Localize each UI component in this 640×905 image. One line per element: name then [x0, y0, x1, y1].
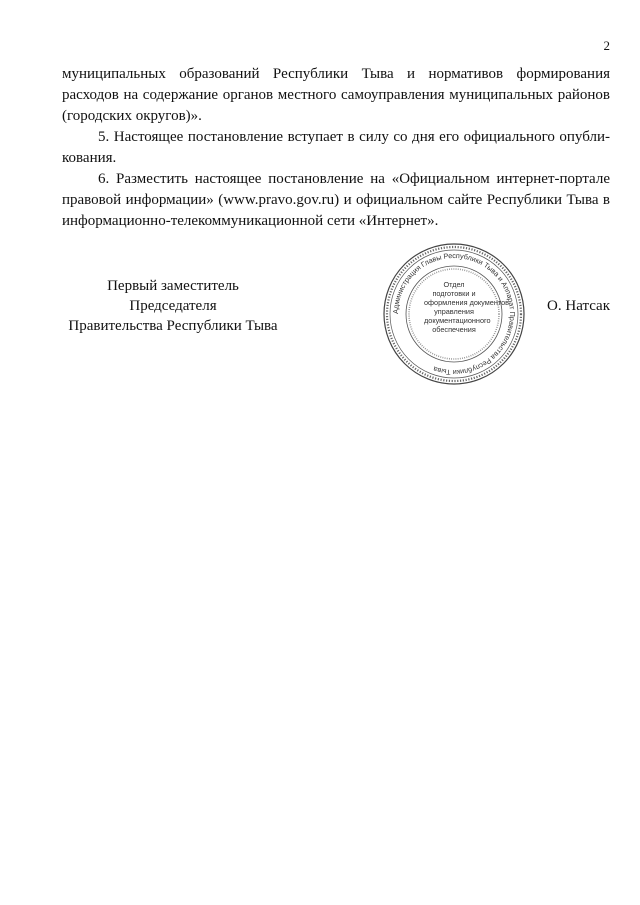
- body-paragraph-2: 5. Настоящее постановление вступает в силу со дня его официального опубли-кования.: [62, 129, 610, 166]
- signature-block: [62, 250, 610, 378]
- seal-inner-line-5: документационного: [424, 316, 491, 325]
- seal-inner-line-2: подготовки и: [432, 289, 476, 298]
- seal-inner-line-4: управления: [434, 307, 474, 316]
- seal-outer-text: Администрация Главы Республики Тыва и Аппарат Правительства Республики Тыва: [390, 250, 518, 378]
- seal-inner-text: [424, 280, 510, 334]
- seal-inner-line-6: обеспечения: [432, 325, 476, 334]
- body-paragraph-3: 6. Разместить настоящее постановление на «Официальном интернет-портале правовой информации» (www.pravo.gov.ru) и официальном сайте Республики Тыва в информационно-телекоммуникационной сети «Интернет».: [62, 171, 610, 229]
- signatory-position-line-1: Первый заместитель Председателя: [107, 278, 239, 314]
- body-paragraph-1: муниципальных образований Республики Тыва и нормативов формирования расходов на содержание органов местного самоуправления муниципальных районов (городских округов)».: [62, 66, 610, 124]
- signatory-name: О. Натсак: [547, 298, 610, 314]
- official-seal-stamp: [382, 242, 526, 386]
- seal-inner-line-3: оформления документов: [424, 298, 510, 307]
- signatory-position: [62, 276, 284, 336]
- page-number: 2: [603, 38, 610, 53]
- seal-inner-line-1: Отдел: [443, 280, 465, 289]
- signatory-position-line-2: Правительства Республики Тыва: [68, 318, 278, 334]
- document-body: [62, 64, 610, 232]
